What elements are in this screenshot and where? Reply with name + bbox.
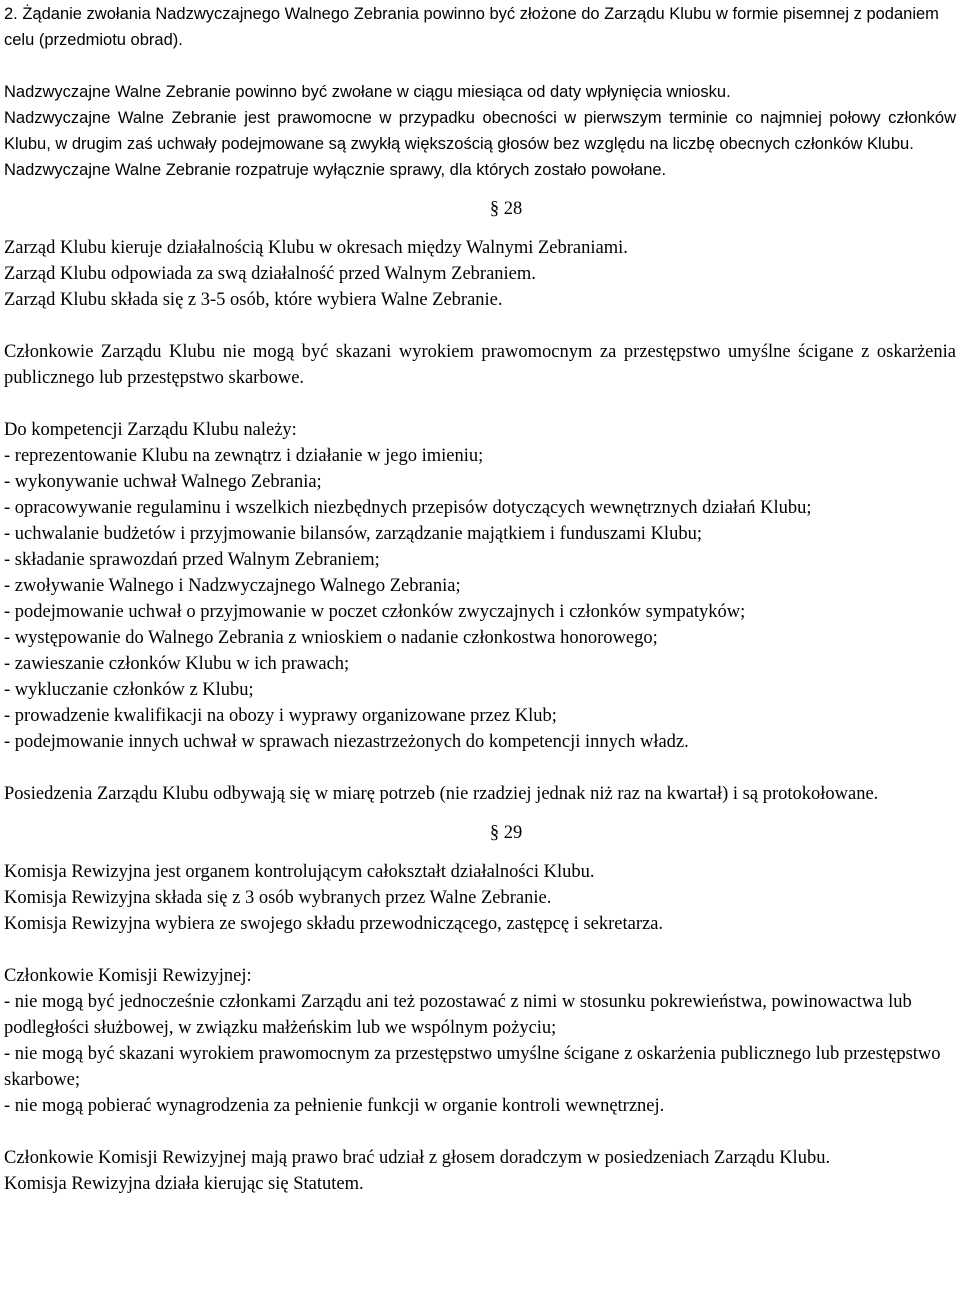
- section-heading-29: § 29: [489, 823, 523, 843]
- list-item: - nie mogą być jednocześnie członkami Zarządu ani też pozostawać z nimi w stosunku pokrewieństwa, powinowactwa lub podległości służbowej, w związku małżeńskim lub we wspólnym pożyciu;: [4, 992, 912, 1038]
- intro-paragraph-scope: Nadzwyczajne Walne Zebranie rozpatruje wyłącznie sprawy, dla których zostało powołane.: [4, 161, 667, 179]
- list-item: - podejmowanie innych uchwał w sprawach niezastrzeżonych do kompetencji innych władz.: [4, 732, 689, 752]
- section-29: [4, 807, 956, 1197]
- board-meetings-note: Posiedzenia Zarządu Klubu odbywają się w miarę potrzeb (nie rzadziej jednak niż raz na kwartał) i są protokołowane.: [4, 784, 879, 804]
- list-item: - reprezentowanie Klubu na zewnątrz i działanie w jego imieniu;: [4, 446, 484, 466]
- list-item: - wykonywanie uchwał Walnego Zebrania;: [4, 472, 322, 492]
- board-line: Zarząd Klubu kieruje działalnością Klubu w okresach między Walnymi Zebraniami.: [4, 238, 628, 258]
- list-item: - zawieszanie członków Klubu w ich prawach;: [4, 654, 350, 674]
- audit-participation-note: Członkowie Komisji Rewizyjnej mają prawo brać udział z głosem doradczym w posiedzeniach Zarządu Klubu.: [4, 1148, 831, 1168]
- intro-paragraph-request: 2. Żądanie zwołania Nadzwyczajnego Walnego Zebrania powinno być złożone do Zarządu Klubu w formie pisemnej z podaniem celu (przedmiotu obrad).: [4, 5, 939, 49]
- board-line: Zarząd Klubu składa się z 3-5 osób, które wybiera Walne Zebranie.: [4, 290, 503, 310]
- section-28: [4, 183, 956, 807]
- audit-members-list: [4, 989, 956, 1119]
- list-item: - podejmowanie uchwał o przyjmowanie w poczet członków zwyczajnych i członków sympatyków;: [4, 602, 746, 622]
- intro-block: [4, 1, 956, 183]
- list-item: - zwoływanie Walnego i Nadzwyczajnego Walnego Zebrania;: [4, 576, 461, 596]
- list-item: - prowadzenie kwalifikacji na obozy i wyprawy organizowane przez Klub;: [4, 706, 557, 726]
- list-item: - nie mogą być skazani wyrokiem prawomocnym za przestępstwo umyślne ścigane z oskarżenia publicznego lub przestępstwo skarbowe;: [4, 1044, 941, 1090]
- intro-paragraph-quorum: Nadzwyczajne Walne Zebranie jest prawomocne w przypadku obecności w pierwszym terminie co najmniej połowy członków Klubu, w drugim zaś uchwały podejmowane są zwykłą większością głosów bez względu na liczbę obecnych członków Klubu.: [4, 109, 956, 153]
- audit-members-intro: Członkowie Komisji Rewizyjnej:: [4, 966, 252, 986]
- list-item: - uchwalanie budżetów i przyjmowanie bilansów, zarządzanie majątkiem i funduszami Klubu;: [4, 524, 702, 544]
- list-item: - składanie sprawozdań przed Walnym Zebraniem;: [4, 550, 380, 570]
- list-item: - występowanie do Walnego Zebrania z wnioskiem o nadanie członkostwa honorowego;: [4, 628, 658, 648]
- competence-intro: Do kompetencji Zarządu Klubu należy:: [4, 420, 297, 440]
- intro-paragraph-deadline: Nadzwyczajne Walne Zebranie powinno być zwołane w ciągu miesiąca od daty wpłynięcia wniosku.: [4, 83, 731, 101]
- section-heading-28: § 28: [489, 199, 523, 219]
- list-item: - nie mogą pobierać wynagrodzenia za pełnienie funkcji w organie kontroli wewnętrznej.: [4, 1096, 665, 1116]
- audit-line: Komisja Rewizyjna wybiera ze swojego składu przewodniczącego, zastępcę i sekretarza.: [4, 914, 664, 934]
- list-item: - opracowywanie regulaminu i wszelkich niezbędnych przepisów dotyczących wewnętrznych działań Klubu;: [4, 498, 812, 518]
- audit-statute-note: Komisja Rewizyjna działa kierując się Statutem.: [4, 1174, 364, 1194]
- board-members-note: Członkowie Zarządu Klubu nie mogą być skazani wyrokiem prawomocnym za przestępstwo umyślne ścigane z oskarżenia publicznego lub przestępstwo skarbowe.: [4, 342, 956, 388]
- audit-line: Komisja Rewizyjna jest organem kontrolującym całokształt działalności Klubu.: [4, 862, 595, 882]
- audit-line: Komisja Rewizyjna składa się z 3 osób wybranych przez Walne Zebranie.: [4, 888, 552, 908]
- board-line: Zarząd Klubu odpowiada za swą działalność przed Walnym Zebraniem.: [4, 264, 536, 284]
- competence-list: [4, 443, 956, 755]
- list-item: - wykluczanie członków z Klubu;: [4, 680, 254, 700]
